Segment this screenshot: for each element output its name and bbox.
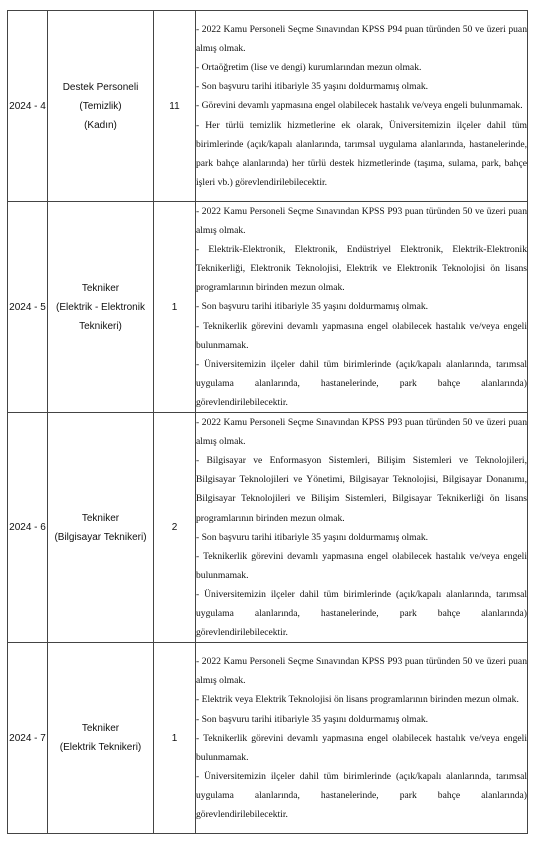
requirement-item: - 2022 Kamu Personeli Seçme Sınavından KPSS P93 puan türünden 50 ve üzeri puan almış olmak. xyxy=(196,656,527,687)
table-row xyxy=(8,11,528,202)
position-requirements xyxy=(196,643,528,834)
position-title xyxy=(48,643,154,834)
requirement-item: - Elektrik-Elektronik, Elektronik, Endüstriyel Elektronik, Elektrik-Elektronik Teknikerliği, Elektronik Teknolojisi, Elektrik ve Elektronik Teknolojisi ön lisans programlarının birinden mezun olmak. xyxy=(196,244,527,294)
requirement-item: - Bilgisayar ve Enformasyon Sistemleri, Bilişim Sistemleri ve Teknolojileri, Bilgisayar Teknolojileri ve Yönetimi, Bilgisayar Teknolojisi, Bilgisayar Donanımı, Bilgisayar Teknolojileri ve Bilişim Sistemleri, Bilgisayar Teknikerliği ön lisans programlarının birinden mezun olmak. xyxy=(196,455,527,524)
table-row xyxy=(8,202,528,413)
position-title xyxy=(48,11,154,202)
requirement-item: - Üniversitemizin ilçeler dahil tüm birimlerinde (açık/kapalı alanlarında, tarımsal uygulama alanlarında, hastanelerinde, park bahçe alanlarında) görevlendirilebilecektir. xyxy=(196,358,527,408)
table-row xyxy=(8,643,528,834)
position-count: 2 xyxy=(154,413,196,643)
position-code: 2024 - 5 xyxy=(8,202,48,413)
position-title-line: Destek Personeli xyxy=(62,81,139,93)
requirement-item: - Her türlü temizlik hizmetlerine ek olarak, Üniversitemizin ilçeler dahil tüm birimlerinde (açık/kapalı alanlarında, tarımsal uygulama alanlarında, hastanelerinde, park bahçe alanlarında) her türlü destek hizmetlerinde (taşıma, sulama, park, bahçe işleri vb.) görevlendirilebilecektir. xyxy=(196,119,527,188)
requirement-item: - Üniversitemizin ilçeler dahil tüm birimlerinde (açık/kapalı alanlarında, tarımsal uygulama alanlarında, hastanelerinde, park bahçe alanlarında) görevlendirilebilecektir. xyxy=(196,770,527,820)
position-title-line: Tekniker xyxy=(81,723,120,735)
requirement-item: - Son başvuru tarihi itibariyle 35 yaşını doldurmamış olmak. xyxy=(196,301,429,313)
position-title-line: (Elektrik Teknikeri) xyxy=(59,742,142,754)
position-count: 1 xyxy=(154,202,196,413)
requirement-item: - Elektrik veya Elektrik Teknolojisi ön lisans programlarının birinden mezun olmak. xyxy=(196,694,519,706)
position-requirements xyxy=(196,11,528,202)
requirement-item: - Teknikerlik görevini devamlı yapmasına engel olabilecek hastalık ve/veya engeli bulunmamak. xyxy=(196,550,527,581)
requirement-item: - Üniversitemizin ilçeler dahil tüm birimlerinde (açık/kapalı alanlarında, tarımsal uygulama alanlarında, hastanelerinde, park bahçe alanlarında) görevlendirilebilecektir. xyxy=(196,588,527,639)
position-code: 2024 - 7 xyxy=(8,643,48,834)
position-title-line: (Temizlik) xyxy=(79,100,122,112)
position-code: 2024 - 4 xyxy=(8,11,48,202)
requirement-item: - Teknikerlik görevini devamlı yapmasına engel olabilecek hastalık ve/veya engeli bulunmamak. xyxy=(196,320,527,351)
requirement-item: - Ortaöğretim (lise ve dengi) kurumlarından mezun olmak. xyxy=(196,62,422,74)
requirement-item: - 2022 Kamu Personeli Seçme Sınavından KPSS P94 puan türünden 50 ve üzeri puan almış olmak. xyxy=(196,24,527,55)
position-count: 11 xyxy=(154,11,196,202)
requirement-item: - Son başvuru tarihi itibariyle 35 yaşını doldurmamış olmak. xyxy=(196,81,429,93)
position-code: 2024 - 6 xyxy=(8,413,48,643)
requirement-item: - Son başvuru tarihi itibariyle 35 yaşını doldurmamış olmak. xyxy=(196,713,429,725)
position-requirements xyxy=(196,413,528,643)
requirement-item: - Son başvuru tarihi itibariyle 35 yaşını doldurmamış olmak. xyxy=(196,531,429,543)
requirement-item: - Teknikerlik görevini devamlı yapmasına engel olabilecek hastalık ve/veya engeli bulunmamak. xyxy=(196,732,527,763)
position-title xyxy=(48,202,154,413)
requirement-item: - Görevini devamlı yapmasına engel olabilecek hastalık ve/veya engeli bulunmamak. xyxy=(196,100,523,112)
positions-table xyxy=(7,10,528,834)
table-row xyxy=(8,413,528,643)
requirement-item: - 2022 Kamu Personeli Seçme Sınavından KPSS P93 puan türünden 50 ve üzeri puan almış olmak. xyxy=(196,206,527,237)
position-title-line: Tekniker xyxy=(81,282,120,294)
position-count: 1 xyxy=(154,643,196,834)
position-title-line: Tekniker xyxy=(81,512,120,524)
position-requirements xyxy=(196,202,528,413)
position-title-line: (Bilgisayar Teknikeri) xyxy=(54,531,147,543)
requirement-item: - 2022 Kamu Personeli Seçme Sınavından KPSS P93 puan türünden 50 ve üzeri puan almış olmak. xyxy=(196,417,527,448)
position-title xyxy=(48,413,154,643)
position-title-line: (Kadın) xyxy=(84,119,117,131)
position-title-line: Teknikeri) xyxy=(79,320,122,332)
position-title-line: (Elektrik - Elektronik xyxy=(56,301,145,313)
